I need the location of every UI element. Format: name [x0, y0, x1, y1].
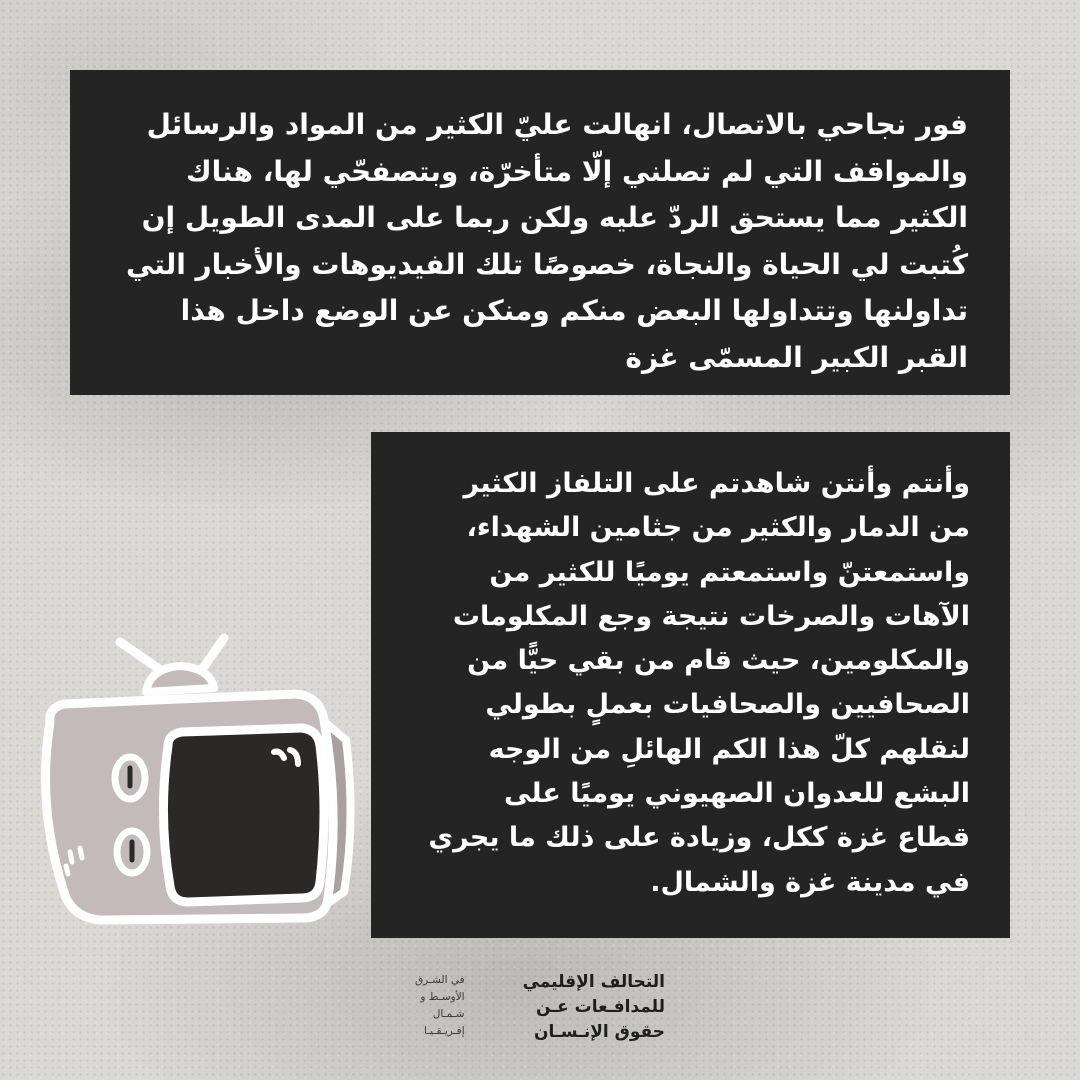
bottom-text-box: [371, 432, 1010, 938]
paragraph-line: القبر الكبير المسمّى غزة: [625, 340, 968, 374]
paragraph-line: الآهات والصرخات نتيجة وجع المكلومات: [452, 600, 970, 632]
logo-line: حقوق الإنـسـان: [534, 1022, 665, 1042]
paragraph-line: قطاع غزة ككل، وزيادة على ذلك ما يجري: [428, 822, 970, 854]
paragraph-line: والمكلومين، حيث قام من بقي حيًّا من: [467, 645, 970, 677]
paragraph-line: الصحافيين والصحافيات بعملٍ بطولي: [485, 689, 970, 721]
logo-region: [415, 972, 465, 1040]
logo-region-line: في الشـرق: [415, 974, 465, 986]
paragraph-line: من الدمار والكثير من جثامين الشهداء،: [466, 512, 970, 544]
paragraph-line: واستمعتنّ واستمعتم يوميًا للكثير من: [489, 556, 970, 588]
paragraph-line: في مدينة غزة والشمال.: [650, 866, 970, 898]
top-text-box: [70, 70, 1010, 395]
logo-line: للمدافـعات عـن: [535, 997, 665, 1017]
tv-icon: [28, 630, 368, 930]
paragraph-line: تداولنها وتتداولها البعض منكم ومنكن عن الوضع داخل هذا: [180, 294, 968, 327]
paragraph-line: البشع للعدوان الصهيوني يوميًا على: [504, 778, 970, 810]
logo-region-line: إفـريـقـيـا: [423, 1025, 465, 1037]
logo-title: [523, 970, 665, 1045]
coalition-logo: [415, 970, 665, 1050]
paragraph-line: كُتبت لي الحياة والنجاة، خصوصًا تلك الفيديوهات والأخبار التي: [125, 247, 968, 281]
paragraph-line: الكثير مما يستحق الردّ عليه ولكن ربما على المدى الطويل إن: [141, 201, 968, 234]
paragraph-line: وأنتم وأنتن شاهدتم على التلفاز الكثير: [463, 468, 970, 499]
paragraph-line: لنقلهم كلّ هذا الكم الهائلِ من الوجه: [488, 733, 970, 765]
paragraph-line: والمواقف التي لم تصلني إلّا متأخرّة، وبتصفحّي لها، هناك: [186, 154, 968, 188]
paragraph-line: فور نجاحي بالاتصال، انهالت عليّ الكثير من المواد والرسائل: [146, 108, 968, 141]
logo-region-line: الأوسـط و: [420, 991, 465, 1003]
logo-line: التحالف الإقليمي: [522, 972, 665, 992]
logo-region-line: شـمـال: [432, 1008, 465, 1020]
